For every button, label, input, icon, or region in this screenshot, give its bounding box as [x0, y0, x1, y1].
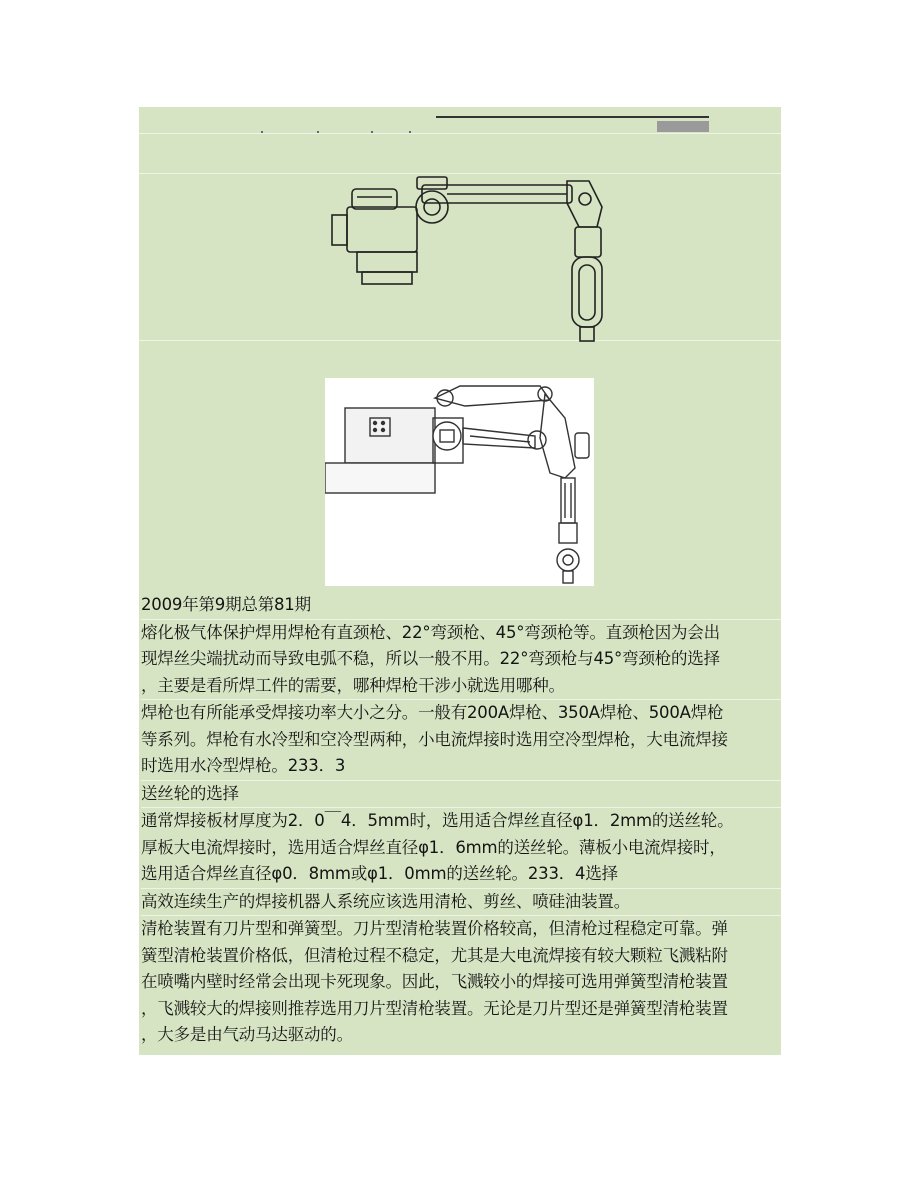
article-text	[141, 592, 781, 1049]
paragraph-line: 通常焊接板材厚度为2．0￣4．5mm时，选用适合焊丝直径φ1．2mm的送丝轮。	[141, 811, 734, 830]
paragraph-line: 在喷嘴内壁时经常会出现卡死现象。因此，飞溅较小的焊接可选用弹簧型清枪装置	[141, 972, 728, 991]
paragraph-line: 选用适合焊丝直径φ0．8mm或φ1．0mm的送丝轮。233．4选择	[141, 861, 781, 889]
paragraph-line: 焊枪也有所能承受焊接功率大小之分。一般有200A焊枪、350A焊枪、500A焊枪	[141, 703, 724, 722]
paragraph-line: 现焊丝尖端扰动而导致电弧不稳，所以一般不用。22°弯颈枪与45°弯颈枪的选择	[141, 649, 720, 668]
document-page	[139, 107, 781, 1055]
paragraph-line: 等系列。焊枪有水冷型和空冷型两种，小电流焊接时选用空冷型焊枪，大电流焊接	[141, 729, 728, 749]
paragraph-line: 高效连续生产的焊接机器人系统应该选用清枪、剪丝、喷硅油装置。	[141, 889, 781, 917]
header-rule	[436, 116, 709, 118]
paragraph-line: ，大多是由气动马达驱动的。	[141, 1025, 353, 1044]
figure-robot-arm-top	[317, 167, 617, 347]
figure-robot-arm-bottom	[325, 378, 594, 586]
section-heading: 送丝轮的选择	[141, 781, 781, 809]
paragraph-line: 簧型清枪装置价格低，但清枪过程不稳定，尤其是大电流焊接有较大颗粒飞溅粘附	[141, 945, 728, 965]
issue-line: 2009年第9期总第81期	[141, 592, 781, 620]
header-marks	[259, 131, 439, 135]
divider	[139, 133, 781, 134]
paragraph-line: 清枪装置有刀片型和弹簧型。刀片型清枪装置价格较高，但清枪过程稳定可靠。弹	[141, 919, 728, 938]
welding-robot-arm-icon	[317, 167, 617, 347]
header-tab	[657, 121, 709, 132]
welding-robot-arm-icon	[325, 378, 594, 586]
paragraph-line: 熔化极气体保护焊用焊枪有直颈枪、22°弯颈枪、45°弯颈枪等。直颈枪因为会出	[141, 622, 720, 642]
paragraph-line: ，飞溅较大的焊接则推荐选用刀片型清枪装置。无论是刀片型还是弹簧型清枪装置	[141, 998, 728, 1018]
paragraph-line: 时选用水冷型焊枪。233．3	[141, 753, 781, 781]
paragraph-line: ，主要是看所焊工件的需要，哪种焊枪干涉小就选用哪种。	[141, 673, 781, 701]
paragraph-line: 厚板大电流焊接时，选用适合焊丝直径φ1．6mm的送丝轮。薄板小电流焊接时，	[141, 837, 726, 857]
